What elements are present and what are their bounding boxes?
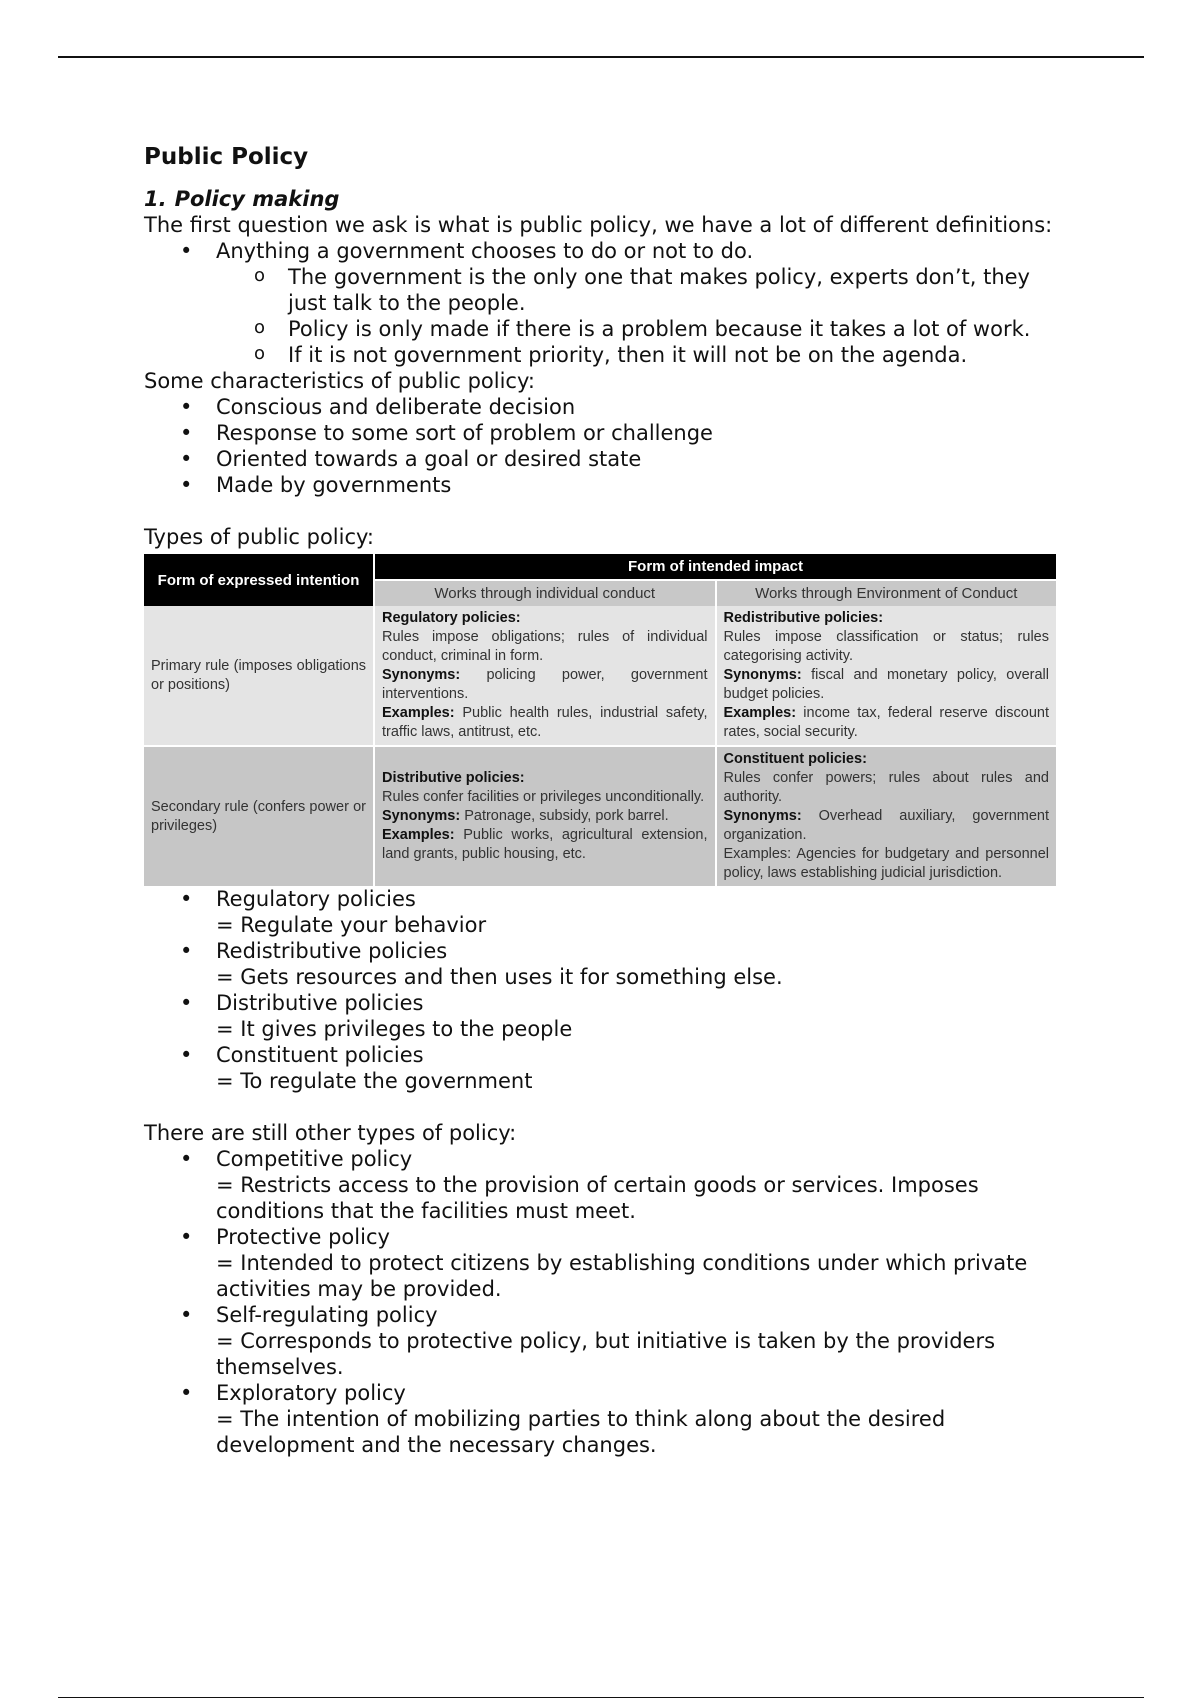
policy-desc: = Intended to protect citizens by establishing conditions under which private activities may be provided. xyxy=(216,1251,1028,1301)
cell-ex: Public health rules, industrial safety, traffic laws, antitrust, etc. xyxy=(382,705,708,740)
intro-paragraph: The first question we ask is what is public policy, we have a lot of different definitions: xyxy=(144,213,1053,237)
cell-ex: income tax, federal reserve discount rates, social security. xyxy=(723,705,1050,740)
other-types-intro: There are still other types of policy: xyxy=(144,1121,517,1145)
policy-types-list xyxy=(144,886,1064,1094)
subpoint-item: o The government is the only one that makes policy, experts don’t, they just talk to the people. xyxy=(144,264,1064,316)
cell-ex-label: Examples: xyxy=(382,705,455,721)
list-item xyxy=(144,1302,1064,1380)
policy-name: • Protective policy xyxy=(216,1225,390,1249)
policy-desc: = Corresponds to protective policy, but initiative is taken by the providers themselves. xyxy=(216,1329,996,1379)
impact-header: Form of intended impact xyxy=(374,554,1056,580)
table-cell xyxy=(374,746,715,886)
policy-name: • Regulatory policies xyxy=(216,887,416,911)
cell-syn-label: Synonyms: xyxy=(723,667,802,683)
table-row xyxy=(144,606,1056,746)
cell-syn: fiscal and monetary policy, overall budget policies. xyxy=(723,667,1049,702)
table-cell xyxy=(716,746,1057,886)
characteristics-intro: Some characteristics of public policy: xyxy=(144,369,535,393)
policy-name: • Constituent policies xyxy=(216,1043,424,1067)
table-cell xyxy=(374,606,715,746)
cell-syn: Patronage, subsidy, pork barrel. xyxy=(464,808,669,824)
table-cell xyxy=(716,606,1057,746)
cell-text: Rules confer powers; rules about rules and authority. xyxy=(723,770,1049,805)
cell-ex-label: Examples: xyxy=(723,705,797,721)
header-rule xyxy=(58,56,1144,58)
cell-syn-label: Synonyms: xyxy=(382,808,461,824)
policy-name: • Redistributive policies xyxy=(216,939,448,963)
policy-desc: = To regulate the government xyxy=(216,1069,533,1093)
characteristic-item: • Conscious and deliberate decision xyxy=(144,394,1064,420)
cell-title: Regulatory policies: xyxy=(382,610,521,626)
policy-name: • Competitive policy xyxy=(216,1147,413,1171)
subpoint-item: o Policy is only made if there is a problem because it takes a lot of work. xyxy=(144,316,1064,342)
characteristic-item: • Response to some sort of problem or challenge xyxy=(144,420,1064,446)
environment-conduct-header: Works through Environment of Conduct xyxy=(716,580,1057,606)
cell-syn-label: Synonyms: xyxy=(382,667,461,683)
list-item xyxy=(144,1380,1064,1458)
section-title: Policy making xyxy=(174,187,340,211)
cell-ex: Examples: Agencies for budgetary and personnel policy, laws establishing judicial jurisdiction. xyxy=(723,846,1049,881)
types-intro: Types of public policy: xyxy=(144,525,374,549)
list-item xyxy=(144,938,1064,990)
definition-item: • Anything a government chooses to do or not to do. xyxy=(144,238,1064,264)
list-item xyxy=(144,990,1064,1042)
cell-syn-label: Synonyms: xyxy=(723,808,802,824)
cell-syn: Overhead auxiliary, government organization. xyxy=(723,808,1049,843)
cell-syn: policing power, government interventions. xyxy=(382,667,708,702)
definition-list xyxy=(144,238,1064,264)
footer-rule xyxy=(58,1697,1144,1698)
definition-subpoints xyxy=(144,264,1064,368)
section-heading xyxy=(144,186,1064,212)
policy-desc: = It gives privileges to the people xyxy=(216,1017,573,1041)
cell-ex: Public works, agricultural extension, land grants, public housing, etc. xyxy=(382,827,708,862)
policy-types-table xyxy=(144,554,1056,886)
cell-text: Rules impose obligations; rules of individual conduct, criminal in form. xyxy=(382,629,708,664)
policy-desc: = Regulate your behavior xyxy=(216,913,487,937)
cell-title: Redistributive policies: xyxy=(723,610,884,626)
cell-text: Rules confer facilities or privileges unconditionally. xyxy=(382,789,705,805)
cell-title: Constituent policies: xyxy=(723,751,867,767)
other-types-list xyxy=(144,1146,1064,1458)
policy-desc: = The intention of mobilizing parties to think along about the desired development and the necessary changes. xyxy=(216,1407,946,1457)
corner-header: Form of expressed intention xyxy=(144,554,374,606)
list-item xyxy=(144,1146,1064,1224)
page-title: Public Policy xyxy=(144,144,309,170)
list-item xyxy=(144,1042,1064,1094)
characteristics-list xyxy=(144,394,1064,498)
policy-desc: = Restricts access to the provision of certain goods or services. Imposes conditions that the facilities must meet. xyxy=(216,1173,979,1223)
row-label: Secondary rule (confers power or privileges) xyxy=(144,746,374,886)
cell-ex-label: Examples: xyxy=(382,827,455,843)
policy-desc: = Gets resources and then uses it for something else. xyxy=(216,965,783,989)
list-item xyxy=(144,886,1064,938)
individual-conduct-header: Works through individual conduct xyxy=(374,580,715,606)
policy-name: • Distributive policies xyxy=(216,991,424,1015)
list-item xyxy=(144,1224,1064,1302)
subpoint-item: o If it is not government priority, then it will not be on the agenda. xyxy=(144,342,1064,368)
table-row xyxy=(144,746,1056,886)
characteristic-item: • Made by governments xyxy=(144,472,1064,498)
section-number: 1. xyxy=(144,187,167,211)
row-label: Primary rule (imposes obligations or positions) xyxy=(144,606,374,746)
characteristic-item: • Oriented towards a goal or desired state xyxy=(144,446,1064,472)
policy-name: • Exploratory policy xyxy=(216,1381,406,1405)
policy-name: • Self-regulating policy xyxy=(216,1303,438,1327)
document-body xyxy=(144,142,1064,1458)
cell-text: Rules impose classification or status; rules categorising activity. xyxy=(723,629,1049,664)
cell-title: Distributive policies: xyxy=(382,770,525,786)
